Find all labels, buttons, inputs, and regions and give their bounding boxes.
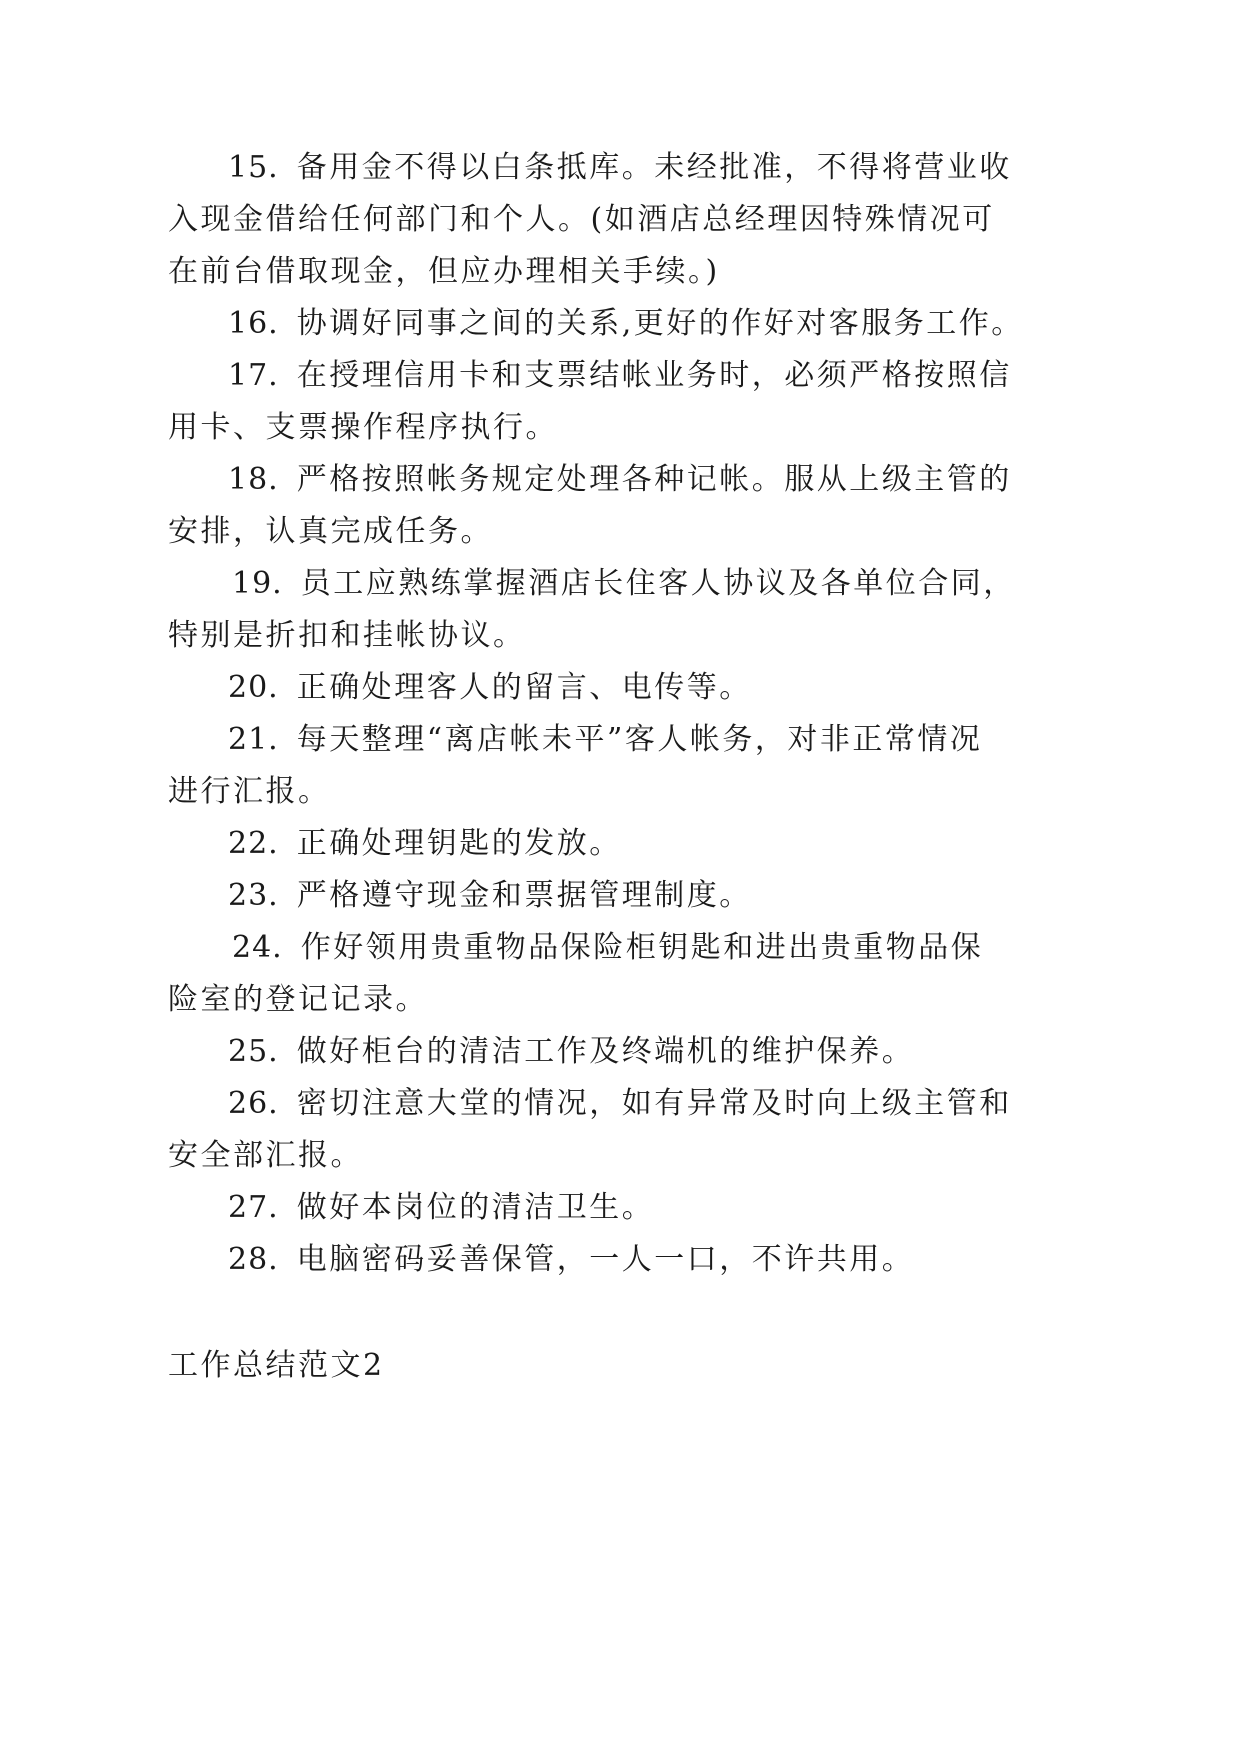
item-25-line-1: [0, 1032, 1241, 1072]
item-19-line-1: [0, 564, 1241, 604]
item-text: 在前台借取现金，但应办理相关手续。): [168, 254, 720, 289]
item-text: 险室的登记记录。: [168, 982, 428, 1017]
item-text: 密切注意大堂的情况，如有异常及时向上级主管和: [296, 1086, 1012, 1121]
item-21-line-1: [0, 720, 1241, 760]
item-number: 23.: [228, 878, 279, 913]
item-text: 备用金不得以白条抵库。未经批准，不得将营业收: [296, 150, 1012, 185]
item-text: 员工应熟练掌握酒店长住客人协议及各单位合同，: [300, 566, 1016, 601]
item-22-line-1: [0, 824, 1241, 864]
item-number: 25.: [228, 1034, 279, 1069]
item-17-line-1: [0, 356, 1241, 396]
item-17-line-2: [0, 408, 1241, 448]
item-20-line-1: [0, 668, 1241, 708]
item-text: 正确处理客人的留言、电传等。: [296, 670, 752, 705]
item-text: 作好领用贵重物品保险柜钥匙和进出贵重物品保: [300, 930, 984, 965]
item-15-line-3: [0, 252, 1241, 292]
item-text: 在授理信用卡和支票结帐业务时，必须严格按照信: [296, 358, 1012, 393]
item-23-line-1: [0, 876, 1241, 916]
item-number: 22.: [228, 826, 279, 861]
item-number: 20.: [228, 670, 279, 705]
item-number: 24.: [232, 930, 283, 965]
section-title: [0, 1346, 1241, 1386]
item-number: 26.: [228, 1086, 279, 1121]
item-text: 做好本岗位的清洁卫生。: [296, 1190, 655, 1225]
item-text: 严格按照帐务规定处理各种记帐。服从上级主管的: [296, 462, 1012, 497]
item-24-line-2: [0, 980, 1241, 1020]
item-15-line-2: [0, 200, 1241, 240]
item-number: 16.: [228, 306, 279, 341]
item-text: 入现金借给任何部门和个人。(如酒店总经理因特殊情况可: [168, 202, 995, 237]
item-28-line-1: [0, 1240, 1241, 1280]
item-text: 电脑密码妥善保管，一人一口，不许共用。: [296, 1242, 915, 1277]
item-text: 安全部汇报。: [168, 1138, 363, 1173]
item-15-line-1: [0, 148, 1241, 188]
item-26-line-1: [0, 1084, 1241, 1124]
item-text: 严格遵守现金和票据管理制度。: [296, 878, 752, 913]
item-text: 做好柜台的清洁工作及终端机的维护保养。: [296, 1034, 915, 1069]
item-18-line-2: [0, 512, 1241, 552]
item-text: 进行汇报。: [168, 774, 331, 809]
item-text: 用卡、支票操作程序执行。: [168, 410, 558, 445]
item-number: 15.: [228, 150, 279, 185]
item-number: 18.: [228, 462, 279, 497]
item-number: 17.: [228, 358, 279, 393]
item-number: 27.: [228, 1190, 279, 1225]
item-18-line-1: [0, 460, 1241, 500]
item-text: 正确处理钥匙的发放。: [296, 826, 622, 861]
item-19-line-2: [0, 616, 1241, 656]
item-16-line-1: [0, 304, 1241, 344]
item-27-line-1: [0, 1188, 1241, 1228]
item-text: 特别是折扣和挂帐协议。: [168, 618, 526, 653]
item-24-line-1: [0, 928, 1241, 968]
item-number: 21.: [228, 722, 279, 757]
item-text: 协调好同事之间的关系,更好的作好对客服务工作。: [296, 306, 1024, 341]
item-number: 19.: [232, 566, 283, 601]
item-text: 安排，认真完成任务。: [168, 514, 493, 549]
item-number: 28.: [228, 1242, 279, 1277]
item-26-line-2: [0, 1136, 1241, 1176]
item-21-line-2: [0, 772, 1241, 812]
section-title-text: 工作总结范文2: [168, 1348, 385, 1383]
item-text: 每天整理“离店帐未平”客人帐务，对非正常情况: [296, 722, 983, 757]
